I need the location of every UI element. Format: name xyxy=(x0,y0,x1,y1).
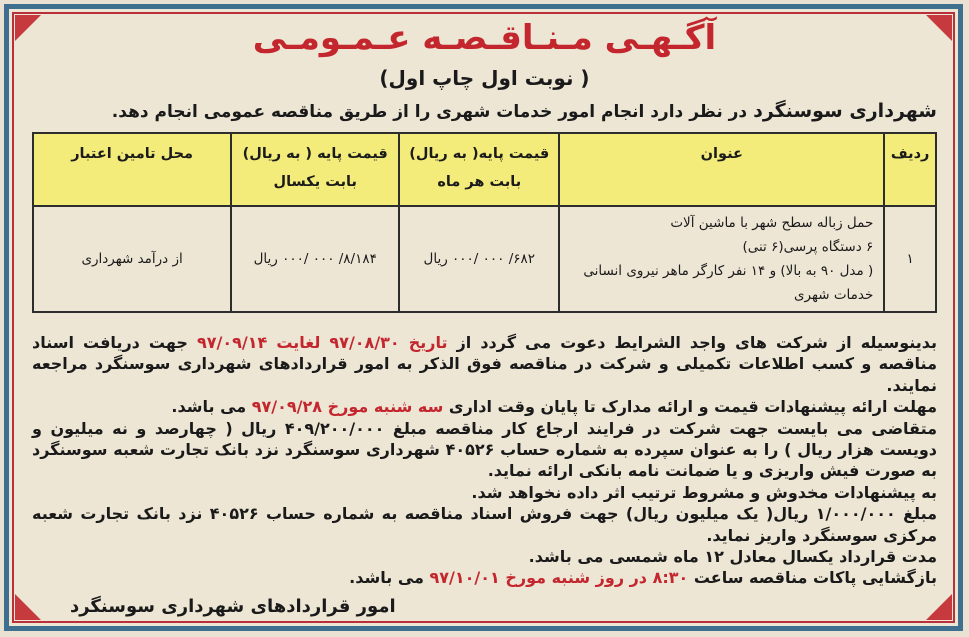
corner-ornament xyxy=(15,594,41,620)
intro-text: در نظر دارد انجام امور خدمات شهری را از طریق مناقصه عمومی انجام دهد. xyxy=(111,102,754,122)
header-row-number: ردیف xyxy=(884,133,936,206)
cell-monthly-price: ۶۸۲/ ۰۰۰ /۰۰۰ ریال xyxy=(399,206,559,312)
paragraph-document-dates: بدینوسیله از شرکت های واجد الشرایط دعوت می گردد از تاریخ ۹۷/۰۸/۳۰ لغایت ۹۷/۰۹/۱۴ جهت دریافت اسناد مناقصه و کسب اطلاعات تکمیلی و شرکت در مناقصه فوق الذکر به امور قراردادهای شهرداری سوسنگرد مراجعه نمایند. xyxy=(32,333,938,395)
corner-ornament xyxy=(926,594,952,620)
signature: امور قراردادهای شهرداری سوسنگرد xyxy=(70,596,396,617)
tender-table xyxy=(32,132,937,313)
header-yearly-line1: قیمت پایه ( به ریال) xyxy=(242,146,388,162)
header-yearly-line2: بابت یکسال xyxy=(273,174,357,190)
intro-organization: شهرداری سوسنگرد xyxy=(753,100,937,122)
submission-deadline: سه شنبه مورخ ۹۷/۰۹/۲۸ xyxy=(251,397,444,417)
paragraph-deposit: متقاضی می بایست جهت شرکت در فرایند ارجاع کار مناقصه مبلغ ۴۰۹/۲۰۰/۰۰۰ ریال ( چهارصد و نه میلیون و دویست هزار ریال ) را به عنوان سپرده به شماره حساب ۴۰۵۲۶ شهرداری سوسنگرد نزد بانک تجارت شعبه سوسنگرد به صورت فیش واریزی و یا ضمانت نامه بانکی ارائه نماید. xyxy=(32,418,938,481)
cell-funding-source: از درآمد شهرداری xyxy=(33,206,231,312)
notice-title: آگـهـی مـنـاقـصـه عـمـومـی xyxy=(252,18,717,58)
table-header-row xyxy=(33,133,936,206)
paragraph-document-fee: مبلغ ۱/۰۰۰/۰۰۰ ریال( یک میلیون ریال) جهت فروش اسناد مناقصه به شماره حساب ۴۰۵۲۶ نزد بانک تجارت شعبه مرکزی سوسنگرد واریز نماید. xyxy=(32,504,938,545)
paragraph-contract-duration: مدت قرارداد یکسال معادل ۱۲ ماه شمسی می باشد. xyxy=(528,547,937,567)
header-funding-source: محل تامین اعتبار xyxy=(33,133,231,206)
notice-body xyxy=(32,332,937,589)
header-monthly-price xyxy=(399,133,559,206)
cell-yearly-price: ۸/۱۸۴/ ۰۰۰ /۰۰۰ ریال xyxy=(231,206,399,312)
subject-line: حمل زباله سطح شهر با ماشین آلات xyxy=(670,215,874,231)
paragraph-conditions: به پیشنهادات مخدوش و مشروط ترتیب اثر داده نخواهد شد. xyxy=(471,482,937,502)
table-row xyxy=(33,206,936,312)
opening-date: ۸:۳۰ در روز شنبه مورخ ۹۷/۱۰/۰۱ xyxy=(429,568,689,588)
intro-line xyxy=(37,100,937,122)
subject-line: خدمات شهری xyxy=(793,287,874,303)
header-monthly-line1: قیمت پایه( به ریال) xyxy=(409,146,550,162)
subject-line: ۶ دستگاه پرسی(۶ تنی) xyxy=(742,239,874,255)
header-monthly-line2: بابت هر ماه xyxy=(437,174,522,190)
subject-line: ( مدل ۹۰ به بالا) و ۱۴ نفر کارگر ماهر نیروی انسانی xyxy=(583,263,874,279)
header-subject: عنوان xyxy=(559,133,884,206)
cell-subject xyxy=(559,206,884,312)
paragraph-opening: بازگشایی پاکات مناقصه ساعت ۸:۳۰ در روز شنبه مورخ ۹۷/۱۰/۰۱ می باشد. xyxy=(349,568,937,588)
notice-subtitle: ( نوبت اول چاپ اول) xyxy=(379,66,590,90)
document-date-range: تاریخ ۹۷/۰۸/۳۰ لغایت ۹۷/۰۹/۱۴ xyxy=(197,333,448,352)
header-yearly-price xyxy=(231,133,399,206)
cell-row-number: ۱ xyxy=(884,206,936,312)
paragraph-deadline: مهلت ارائه پیشنهادات قیمت و ارائه مدارک تا پایان وقت اداری سه شنبه مورخ ۹۷/۰۹/۲۸ می باشد. xyxy=(171,397,937,417)
